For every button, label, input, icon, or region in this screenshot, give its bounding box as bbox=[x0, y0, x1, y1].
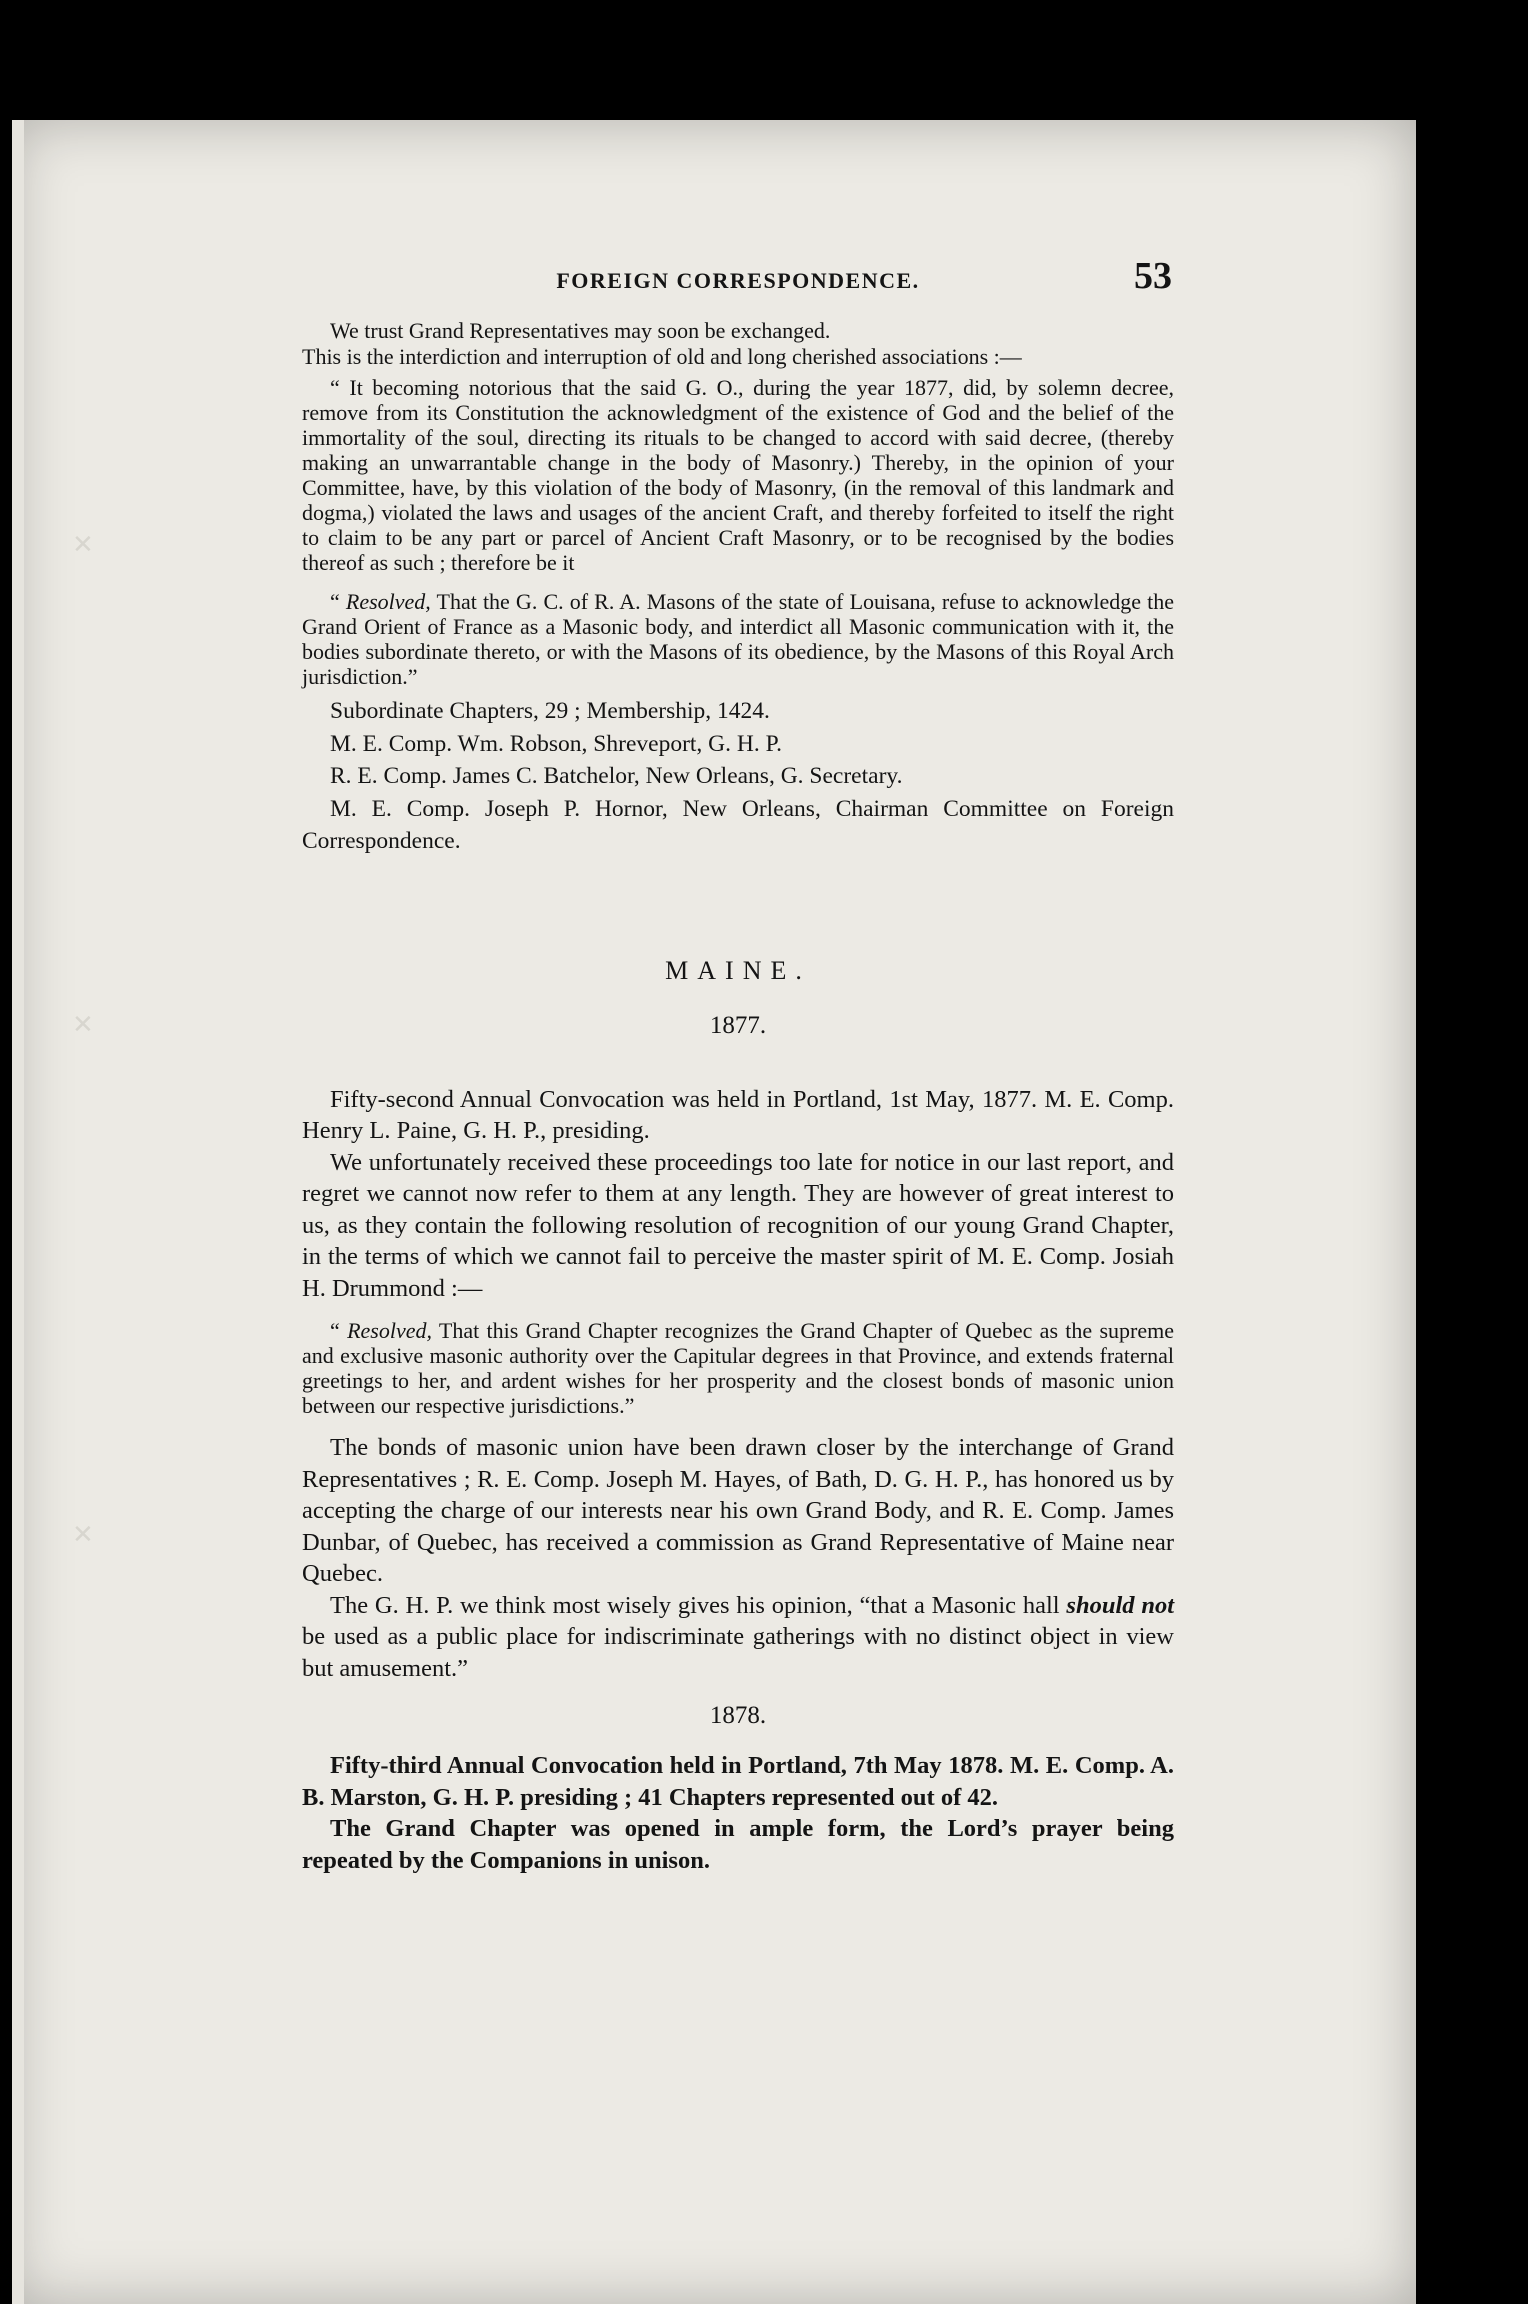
line-chairman: M. E. Comp. Joseph P. Hornor, New Orleans, Chairman Committee on Foreign Correspondence. bbox=[302, 795, 1174, 854]
resolved-label: Resolved, bbox=[347, 1318, 432, 1343]
margin-mark: ✕ bbox=[72, 1520, 94, 1549]
quote-text: That the G. C. of R. A. Masons of the state of Louisana, refuse to acknowledge the Grand Orient of France as a Masonic body, and interdict all Masonic communication with it, the bodies subordinate thereto, or with the Masons of its obedience, by the Masons of this Royal Arch jurisdiction.” bbox=[302, 589, 1175, 689]
quote-text: That this Grand Chapter recognizes the Grand Chapter of Quebec as the supreme and exclusive masonic authority over the Capitular degrees in that Province, and extends fraternal greetings to her, and ardent wishes for her prosperity and the closest bonds of masonic union between our respective jurisdictions.” bbox=[302, 1318, 1175, 1418]
paragraph-interdiction: This is the interdiction and interruption of old and long cherished associations :— bbox=[302, 343, 1022, 369]
hall-text-b: be used as a public place for indiscriminate gatherings with no distinct object in view but amusement.” bbox=[302, 1623, 1174, 1682]
paragraph-bonds: The bonds of masonic union have been drawn closer by the interchange of Grand Representatives ; R. E. Comp. Joseph M. Hayes, of Bath, D. G. H. P., has honored us by accepting the charge of our interests near his own Grand Body, and R. E. Comp. James Dunbar, of Quebec, has received a commission as Grand Representative of Maine near Quebec. bbox=[302, 1434, 1174, 1587]
maine-section bbox=[302, 956, 1174, 1877]
louisiana-section bbox=[302, 318, 1174, 858]
margin-mark: ✕ bbox=[72, 530, 94, 559]
line-chapters: Subordinate Chapters, 29 ; Membership, 1424. bbox=[330, 698, 770, 724]
paragraph-convocation-1878: Fifty-third Annual Convocation held in Portland, 7th May 1878. M. E. Comp. A. B. Marston, G. H. P. presiding ; 41 Chapters represented out of 42. bbox=[302, 1752, 1174, 1811]
year-heading-1878: 1878. bbox=[709, 1702, 767, 1729]
quote-resolved-maine bbox=[302, 1318, 1174, 1418]
paragraph-masonic-hall bbox=[302, 1590, 1174, 1685]
page-gutter bbox=[12, 120, 24, 2304]
page-number: 53 bbox=[1134, 255, 1172, 297]
quote-open: “ bbox=[330, 589, 346, 614]
resolved-label: Resolved, bbox=[345, 589, 431, 614]
hall-text-a: The G. H. P. we think most wisely gives his opinion, “that a Masonic hall bbox=[330, 1591, 1067, 1619]
running-head: FOREIGN CORRESPONDENCE. bbox=[556, 268, 920, 293]
quote-open: “ bbox=[330, 1318, 348, 1343]
quote-notorious: “ It becoming notorious that the said G. O., during the year 1877, did, by solemn decree, remove from its Constitution the acknowledgment of the existence of God and the belief of the immortality of the soul, directing its rituals to be changed to accord with said decree, (thereby making an unwarrantable change in the body of Masonry.) Thereby, in the opinion of your Committee, have, by this violation of the body of Masonry, (in the removal of this landmark and dogma,) violated the laws and usages of the ancient Craft, and thereby forfeited to itself the right to claim to be any part or parcel of Ancient Craft Masonry, or to be recognised by the bodies thereof as such ; therefore be it bbox=[302, 375, 1174, 575]
paragraph-convocation-1877: Fifty-second Annual Convocation was held in Portland, 1st May, 1877. M. E. Comp. Henry L. Paine, G. H. P., presiding. bbox=[302, 1085, 1174, 1144]
line-me-comp: M. E. Comp. Wm. Robson, Shreveport, G. H. P. bbox=[330, 730, 782, 757]
line-re-comp: R. E. Comp. James C. Batchelor, New Orleans, G. Secretary. bbox=[330, 763, 903, 789]
paragraph-trust: We trust Grand Representatives may soon be exchanged. bbox=[330, 318, 831, 343]
margin-mark: ✕ bbox=[72, 1010, 94, 1039]
paragraph-grand-chapter-opened: The Grand Chapter was opened in ample form, the Lord’s prayer being repeated by the Companions in unison. bbox=[302, 1815, 1174, 1874]
book-page bbox=[12, 120, 1416, 2304]
paragraph-proceedings: We unfortunately received these proceedings too late for notice in our last report, and regret we cannot now refer to them at any length. They are however of great interest to us, as they contain the following resolution of recognition of our young Grand Chapter, in the terms of which we cannot fail to perceive the master spirit of M. E. Comp. Josiah H. Drummond :— bbox=[302, 1148, 1174, 1302]
page-header bbox=[302, 255, 1174, 318]
section-title-maine: MAINE. bbox=[665, 955, 811, 985]
emphasis-should-not: should not bbox=[1066, 1591, 1174, 1619]
year-heading-1877: 1877. bbox=[709, 1011, 767, 1039]
quote-resolved-louisiana bbox=[302, 589, 1174, 689]
text-column bbox=[302, 255, 1175, 1876]
